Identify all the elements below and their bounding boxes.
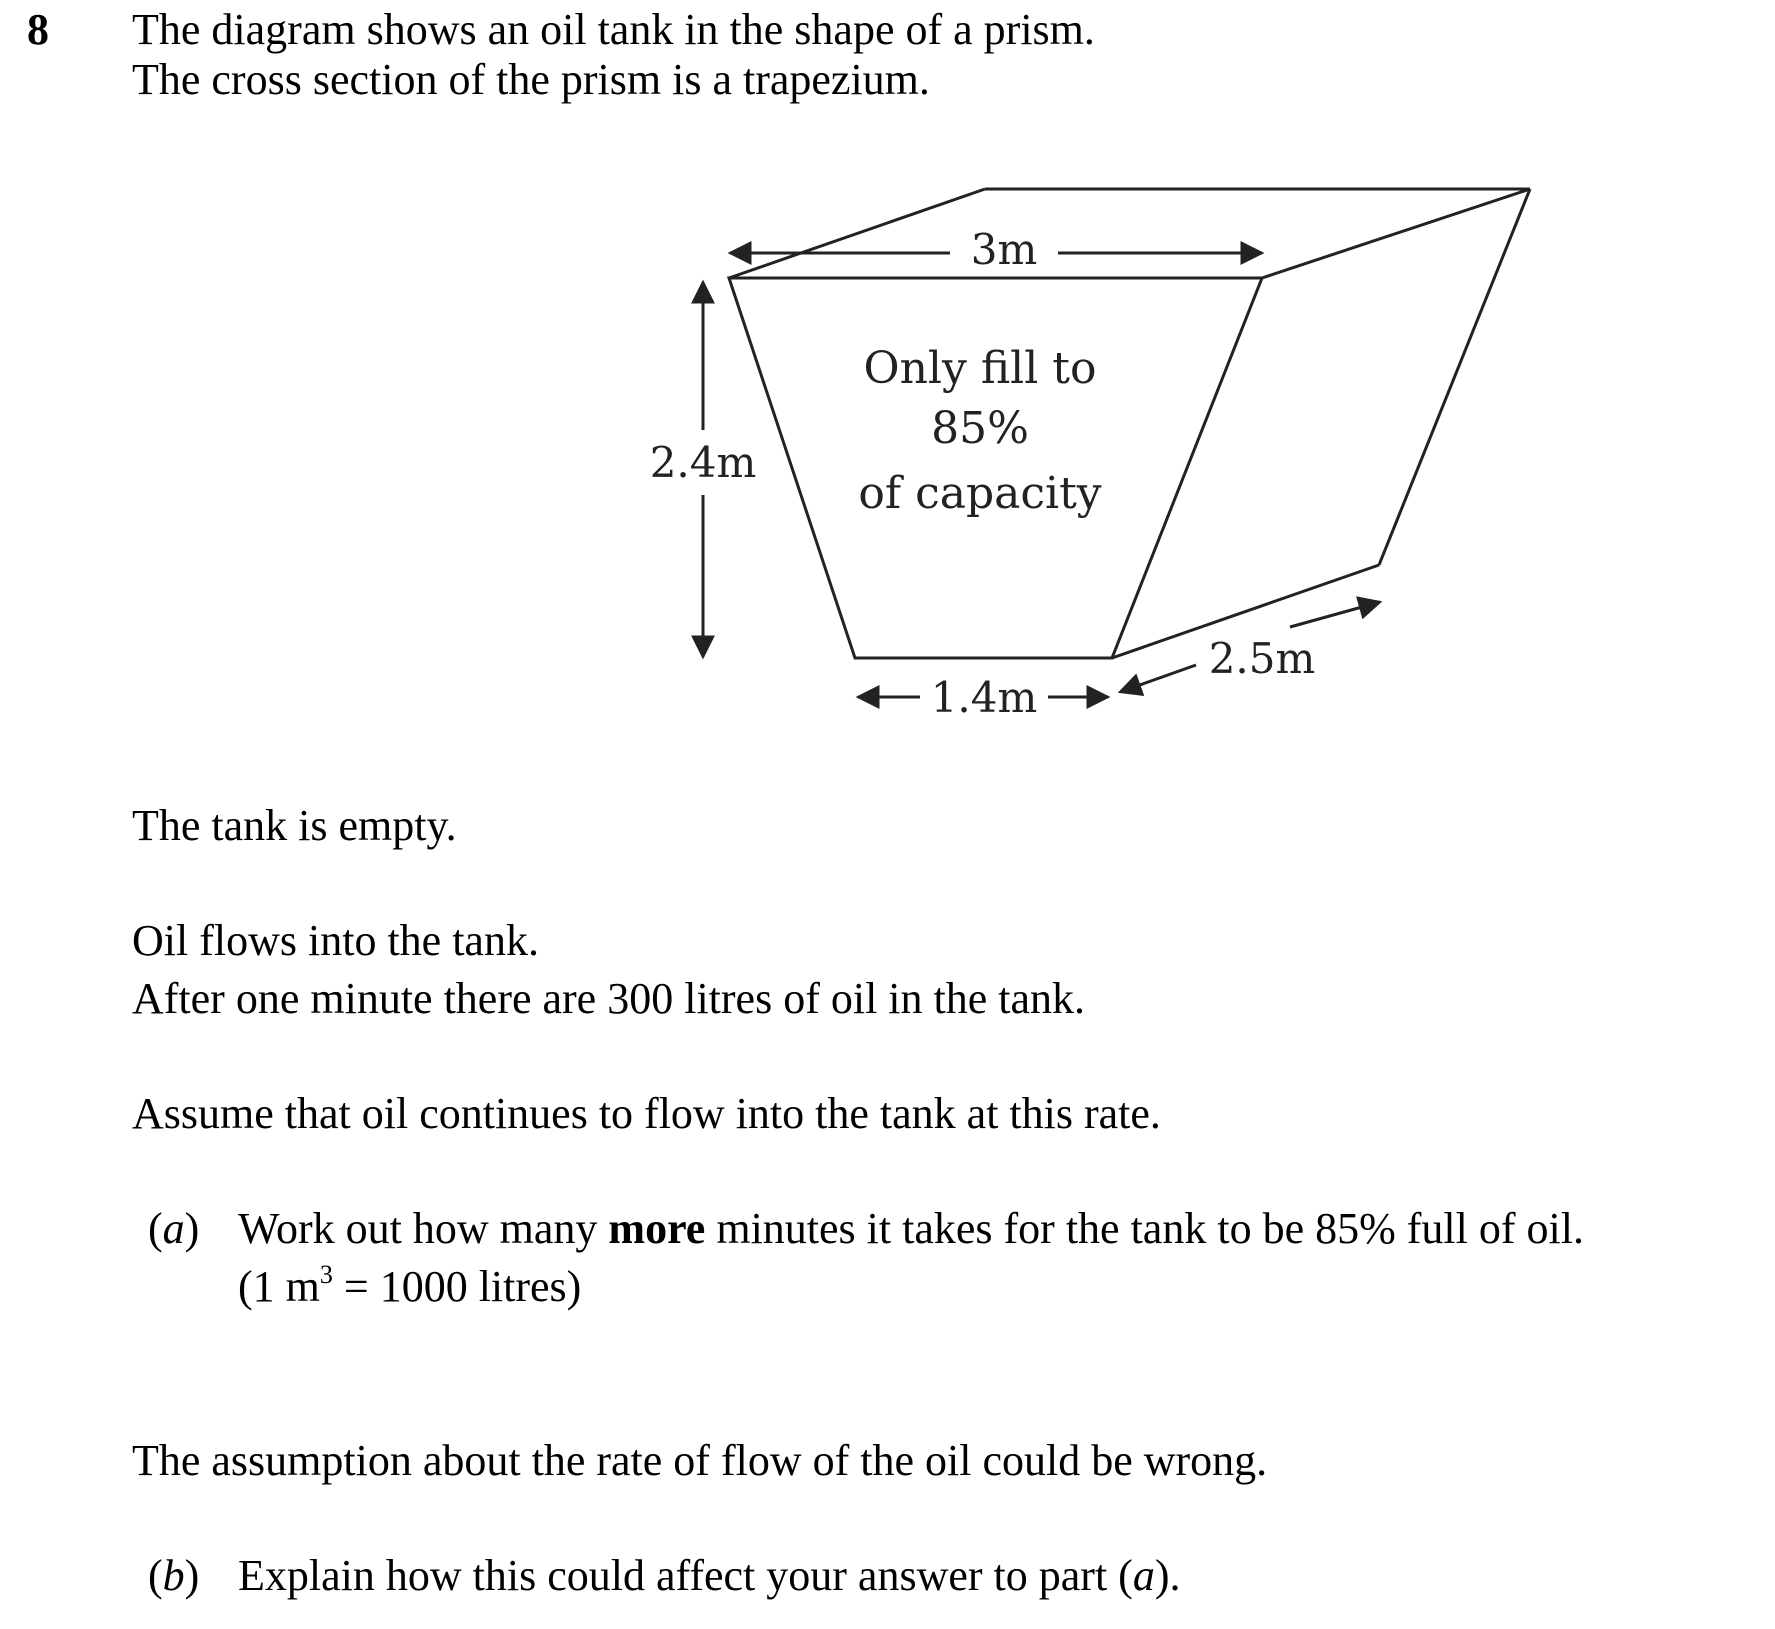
part-a-question: Work out how many more minutes it takes for the tank to be 85% full of oil. xyxy=(238,1204,1584,1253)
assumption-wrong-text: The assumption about the rate of flow of the oil could be wrong. xyxy=(132,1436,1268,1485)
length-arrow-upper xyxy=(1290,602,1380,627)
back-right-slant-edge xyxy=(1379,189,1530,565)
length-arrow-lower xyxy=(1120,665,1196,692)
fill-note-line-2: 85% xyxy=(931,403,1029,454)
question-number: 8 xyxy=(27,5,49,54)
fill-note-line-3: of capacity xyxy=(858,468,1102,519)
part-b-label: (b) xyxy=(148,1551,200,1600)
part-b-question: Explain how this could affect your answer to part (a). xyxy=(238,1551,1181,1600)
height-label: 2.4m xyxy=(649,438,757,487)
bottom-width-label: 1.4m xyxy=(930,673,1038,722)
oil-tank-prism-diagram xyxy=(0,0,1775,760)
assume-rate-text: Assume that oil continues to flow into the tank at this rate. xyxy=(132,1089,1161,1138)
fill-note-line-1: Only fill to xyxy=(863,343,1097,394)
emphasis-more: more xyxy=(608,1204,706,1253)
top-width-label: 3m xyxy=(970,225,1038,274)
top-left-depth-edge xyxy=(729,189,985,278)
intro-line-2: The cross section of the prism is a trapezium. xyxy=(132,55,930,104)
after-minute-text: After one minute there are 300 litres of oil in the tank. xyxy=(132,974,1086,1023)
prism-outline xyxy=(729,189,1530,658)
top-right-depth-edge xyxy=(1262,189,1530,278)
oil-flows-text: Oil flows into the tank. xyxy=(132,916,539,965)
part-a-conversion: (1 $m^3 = 1000$ litres) xyxy=(238,1260,582,1311)
intro-line-1: The diagram shows an oil tank in the shape of a prism. xyxy=(132,5,1095,54)
length-label: 2.5m xyxy=(1208,634,1316,683)
part-a-label: (a) xyxy=(148,1204,200,1253)
tank-empty-text: The tank is empty. xyxy=(132,801,457,850)
